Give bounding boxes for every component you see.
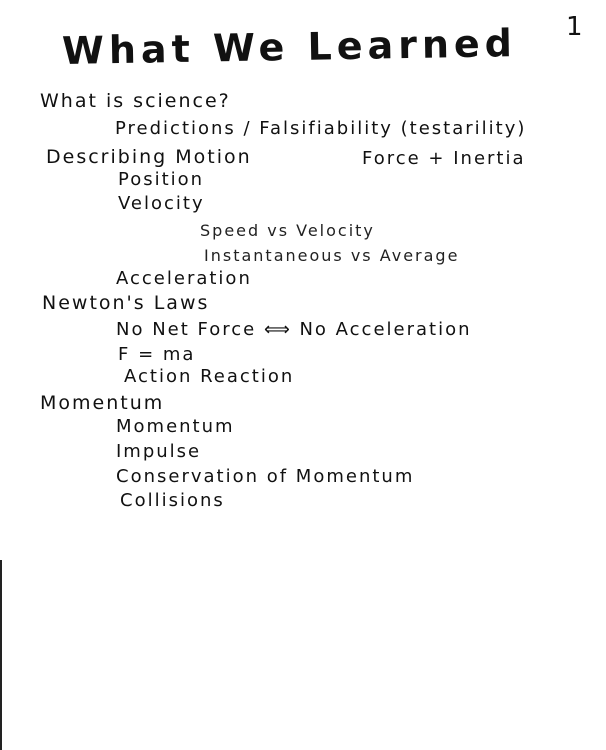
heading-momentum: Momentum [40, 392, 165, 414]
page-number: 1 [566, 12, 584, 42]
heading-what-is-science: What is science? [40, 90, 231, 112]
page-title: What We Learned [61, 21, 518, 73]
item-conservation-of-momentum: Conservation of Momentum [116, 466, 415, 487]
item-no-net-force: No Net Force ⟺ No Acceleration [116, 319, 472, 340]
aside-force-inertia: Force + Inertia [362, 148, 526, 169]
item-impulse: Impulse [116, 441, 202, 462]
item-position: Position [118, 169, 205, 190]
item-momentum: Momentum [116, 416, 235, 437]
heading-describing-motion: Describing Motion [46, 146, 252, 168]
item-acceleration: Acceleration [116, 268, 252, 289]
item-collisions: Collisions [120, 490, 225, 511]
item-velocity: Velocity [118, 193, 205, 214]
item-predictions-falsifiability: Predictions / Falsifiability (testarility) [115, 118, 527, 139]
item-f-equals-ma: F = ma [118, 344, 196, 365]
subitem-speed-vs-velocity: Speed vs Velocity [200, 221, 375, 240]
item-action-reaction: Action Reaction [124, 366, 295, 387]
scan-edge-line [0, 560, 2, 750]
heading-newtons-laws: Newton's Laws [42, 292, 210, 314]
subitem-instantaneous-vs-average: Instantaneous vs Average [204, 246, 460, 265]
